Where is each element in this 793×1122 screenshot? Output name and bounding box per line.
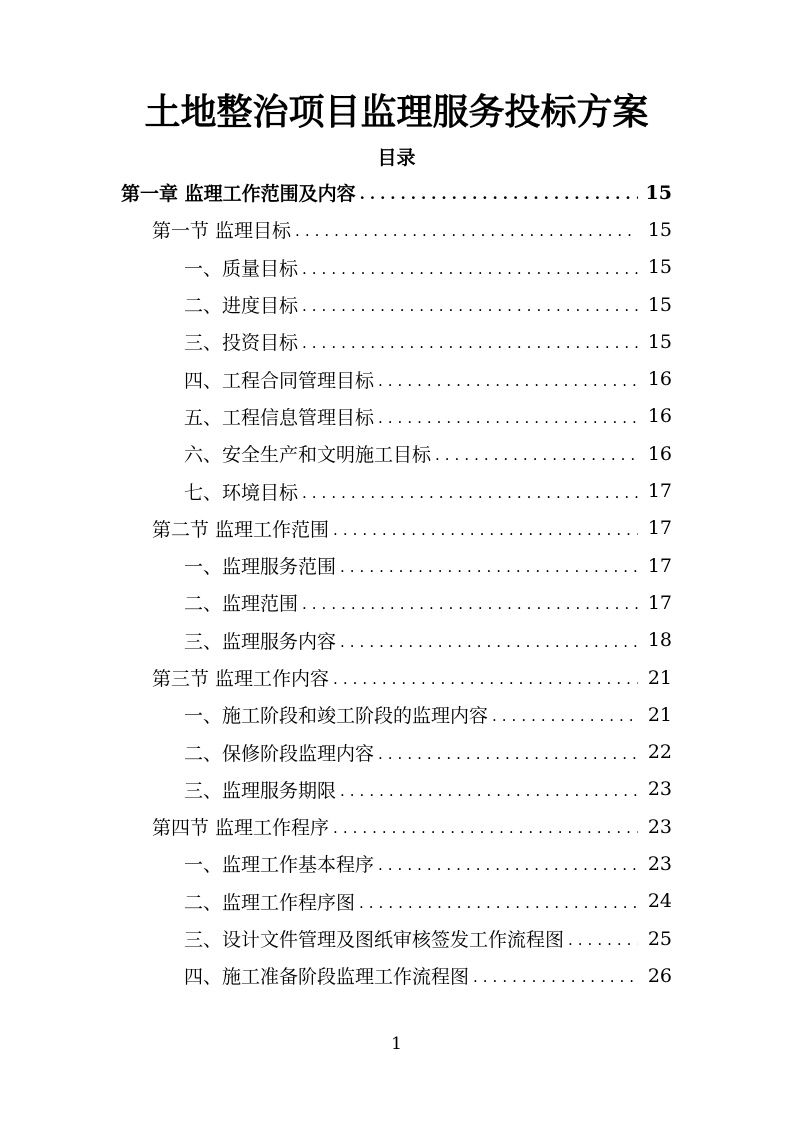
page-number: 1	[391, 1034, 402, 1054]
toc-dot-leader	[333, 521, 638, 540]
toc-entry-item[interactable]	[0, 323, 793, 360]
toc-entry-label: 二、保修阶段监理内容	[184, 742, 375, 765]
toc-dot-leader	[302, 297, 638, 316]
toc-entry-label: 第二节 监理工作范围	[152, 518, 330, 541]
toc-entry-item[interactable]	[0, 771, 793, 808]
toc-entry-item[interactable]	[0, 957, 793, 994]
toc-dot-leader	[359, 894, 638, 913]
toc-entry-label: 三、设计文件管理及图纸审核签发工作流程图	[184, 929, 565, 952]
toc-entry-item[interactable]	[0, 249, 793, 286]
toc-entry-item[interactable]	[0, 584, 793, 621]
toc-entry-page: 17	[647, 480, 672, 503]
toc-dot-leader	[333, 670, 638, 689]
toc-entry-page: 17	[647, 517, 672, 540]
toc-dot-leader	[340, 782, 638, 801]
toc-entry-page: 16	[647, 405, 672, 428]
toc-entry-page: 15	[647, 218, 672, 241]
toc-entry-label: 一、施工阶段和竣工阶段的监理内容	[184, 705, 489, 728]
toc-entry-chapter-1[interactable]	[0, 174, 793, 211]
toc-entry-page: 26	[647, 964, 672, 987]
toc-entry-section[interactable]	[0, 211, 793, 248]
toc-entry-label: 七、环境目标	[184, 481, 299, 504]
toc-entry-label: 一、监理服务范围	[184, 556, 337, 579]
toc-dot-leader	[435, 446, 638, 465]
toc-entry-label: 三、监理服务期限	[184, 779, 337, 802]
toc-entry-label: 五、工程信息管理目标	[184, 406, 375, 429]
toc-entry-item[interactable]	[0, 286, 793, 323]
toc-dot-leader	[302, 595, 638, 614]
toc-dot-leader	[378, 856, 638, 875]
toc-entry-page: 25	[647, 927, 672, 950]
toc-heading: 目录	[377, 147, 416, 169]
toc-entry-item[interactable]	[0, 733, 793, 770]
toc-entry-section[interactable]	[0, 659, 793, 696]
toc-dot-leader	[378, 372, 638, 391]
toc-entry-item[interactable]	[0, 622, 793, 659]
toc-dot-leader	[295, 222, 638, 241]
toc-entry-item[interactable]	[0, 883, 793, 920]
toc-entry-page: 15	[647, 256, 672, 279]
toc-entry-page: 21	[647, 666, 672, 689]
toc-entry-page: 15	[647, 293, 672, 316]
toc-entry-page: 16	[647, 442, 672, 465]
toc-dot-leader	[360, 185, 638, 204]
toc-dot-leader	[302, 484, 638, 503]
toc-entry-page: 23	[647, 815, 672, 838]
toc-entry-label: 一、质量目标	[184, 257, 299, 280]
toc-entry-section[interactable]	[0, 808, 793, 845]
toc-entry-page: 22	[647, 741, 672, 764]
toc-dot-leader	[340, 633, 638, 652]
toc-entry-label: 四、施工准备阶段监理工作流程图	[184, 966, 470, 989]
toc-entry-label: 第三节 监理工作内容	[152, 668, 330, 690]
toc-dot-leader	[473, 968, 638, 987]
toc-entry-page: 21	[647, 703, 672, 726]
toc-entry-page: 15	[647, 330, 672, 353]
toc-entry-page: 15	[645, 181, 672, 204]
toc-dot-leader	[302, 260, 638, 279]
toc-entry-label: 第四节 监理工作程序	[152, 817, 330, 840]
toc-entry-page: 17	[647, 554, 672, 577]
toc-entry-page: 17	[647, 591, 672, 614]
toc-entry-item[interactable]	[0, 435, 793, 472]
toc-dot-leader	[378, 409, 638, 428]
toc-entry-label: 一、监理工作基本程序	[184, 854, 375, 877]
toc-entry-item[interactable]	[0, 845, 793, 882]
toc-entry-page: 18	[647, 629, 672, 652]
document-title: 土地整治项目监理服务投标方案	[144, 91, 649, 133]
toc-entry-label: 二、监理范围	[184, 593, 299, 616]
toc-entry-page: 23	[647, 778, 672, 801]
toc-entry-page: 24	[647, 890, 672, 913]
table-of-contents	[0, 174, 793, 995]
toc-entry-label: 二、监理工作程序图	[184, 891, 356, 914]
toc-dot-leader	[302, 334, 638, 353]
toc-entry-label: 第一节 监理目标	[152, 220, 292, 243]
toc-entry-item[interactable]	[0, 920, 793, 957]
toc-entry-item[interactable]	[0, 360, 793, 397]
toc-entry-item[interactable]	[0, 398, 793, 435]
toc-entry-item[interactable]	[0, 696, 793, 733]
toc-entry-item[interactable]	[0, 547, 793, 584]
toc-entry-page: 23	[647, 852, 672, 875]
toc-dot-leader	[492, 707, 638, 726]
toc-dot-leader	[568, 931, 638, 950]
toc-dot-leader	[340, 558, 638, 577]
toc-entry-page: 16	[647, 368, 672, 391]
toc-entry-item[interactable]	[0, 472, 793, 509]
toc-entry-label: 二、进度目标	[184, 295, 299, 318]
toc-entry-section[interactable]	[0, 510, 793, 547]
toc-entry-label: 六、安全生产和文明施工目标	[184, 444, 432, 467]
toc-entry-label: 三、投资目标	[184, 332, 299, 355]
toc-entry-label: 四、工程合同管理目标	[184, 369, 375, 392]
toc-dot-leader	[378, 745, 638, 764]
toc-entry-label: 第一章 监理工作范围及内容	[121, 183, 356, 206]
toc-dot-leader	[333, 819, 638, 838]
toc-entry-label: 三、监理服务内容	[184, 630, 337, 653]
